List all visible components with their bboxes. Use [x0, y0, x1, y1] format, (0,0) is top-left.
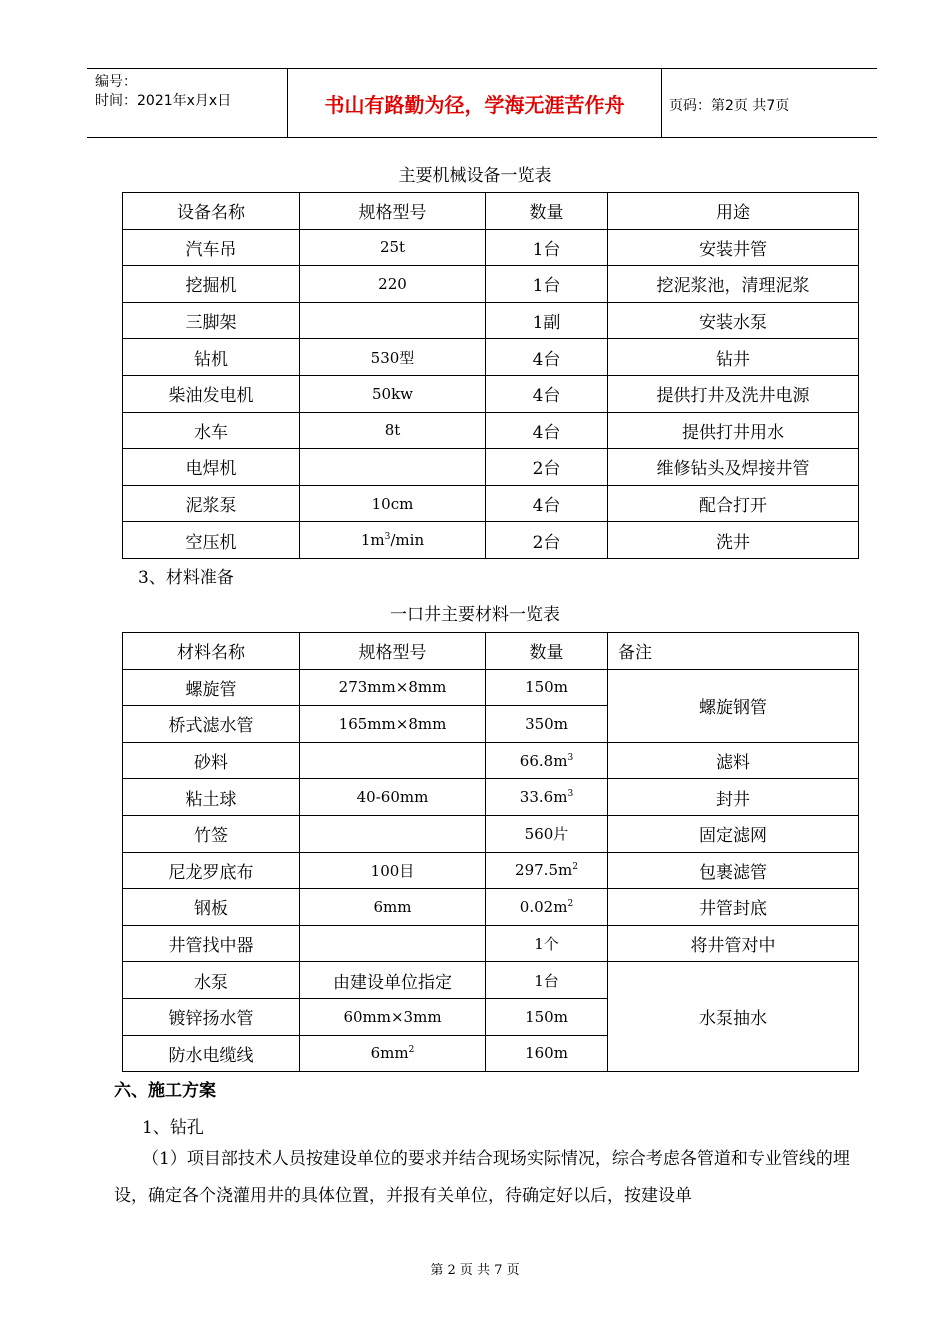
table-cell: $297.5m^2$ — [486, 852, 608, 889]
table-cell: 350m — [486, 706, 608, 743]
header-code: 编号： — [95, 74, 137, 90]
table-cell: 电焊机 — [123, 449, 300, 486]
header-divider — [661, 69, 662, 137]
table-cell — [300, 302, 486, 339]
materials-table — [122, 632, 859, 1072]
table-cell: 2台 — [486, 522, 608, 559]
table1-caption: 主要机械设备一览表 — [398, 166, 552, 186]
table-cell: 4台 — [486, 375, 608, 412]
table-row — [123, 302, 859, 339]
table-cell — [300, 815, 486, 852]
table-cell: 1台 — [486, 962, 608, 999]
table-cell: 滤料 — [608, 742, 859, 779]
table-cell: 273mm×8mm — [300, 669, 486, 706]
table-cell: 25t — [300, 229, 486, 266]
table-row — [123, 779, 859, 816]
table-row — [123, 266, 859, 303]
table-cell: 水泵抽水 — [608, 962, 859, 1072]
table-cell: 220 — [300, 266, 486, 303]
table-cell: 1个 — [486, 925, 608, 962]
table-row — [123, 962, 859, 999]
column-header: 设备名称 — [123, 193, 300, 230]
table-cell: 粘土球 — [123, 779, 300, 816]
table-cell: $6mm^2$ — [300, 1035, 486, 1072]
table-row — [123, 815, 859, 852]
column-header: 材料名称 — [123, 633, 300, 670]
table-cell: 4台 — [486, 339, 608, 376]
table-cell: 2台 — [486, 449, 608, 486]
table-cell: 钻机 — [123, 339, 300, 376]
body-paragraph: （1）项目部技术人员按建设单位的要求并结合现场实际情况，综合考虑各管道和专业管线的埋设，确定各个浇灌用井的具体位置，并报有关单位，待确定好以后，按建设单 — [114, 1149, 850, 1206]
table-cell: 1台 — [486, 266, 608, 303]
table-header-row — [123, 193, 859, 230]
table-cell: 汽车吊 — [123, 229, 300, 266]
header-meta — [95, 73, 231, 111]
table-cell: 8t — [300, 412, 486, 449]
column-header: 数量 — [486, 633, 608, 670]
table-cell: 安装水泵 — [608, 302, 859, 339]
table-row — [123, 669, 859, 706]
table-cell: 包裹滤管 — [608, 852, 859, 889]
table-cell: 560片 — [486, 815, 608, 852]
table-row — [123, 229, 859, 266]
table-cell: 150m — [486, 669, 608, 706]
table2-caption: 一口井主要材料一览表 — [390, 605, 560, 625]
table-cell: 固定滤网 — [608, 815, 859, 852]
table-row — [123, 742, 859, 779]
table-cell: 桥式滤水管 — [123, 706, 300, 743]
column-header: 数量 — [486, 193, 608, 230]
table-row — [123, 449, 859, 486]
table-cell: 挖掘机 — [123, 266, 300, 303]
table-row — [123, 485, 859, 522]
subsection-title: 1、钻孔 — [142, 1118, 204, 1138]
table-cell: 1副 — [486, 302, 608, 339]
table-cell: 提供打井用水 — [608, 412, 859, 449]
table-cell: $0.02m^2$ — [486, 889, 608, 926]
table-cell: 165mm×8mm — [300, 706, 486, 743]
table-cell: 配合打开 — [608, 485, 859, 522]
column-header: 规格型号 — [300, 633, 486, 670]
table-cell: 将井管对中 — [608, 925, 859, 962]
table-cell: 竹签 — [123, 815, 300, 852]
table-cell: 水泵 — [123, 962, 300, 999]
table-cell: 1台 — [486, 229, 608, 266]
section-3-title: 3、材料准备 — [138, 568, 234, 588]
table-cell — [300, 925, 486, 962]
table-cell: 100目 — [300, 852, 486, 889]
table-row — [123, 412, 859, 449]
table-row — [123, 889, 859, 926]
page-footer: 第 2 页 共 7 页 — [430, 1263, 520, 1278]
table-cell: 尼龙罗底布 — [123, 852, 300, 889]
column-header: 规格型号 — [300, 193, 486, 230]
table-cell: 螺旋管 — [123, 669, 300, 706]
table-cell: 防水电缆线 — [123, 1035, 300, 1072]
page-header — [87, 68, 877, 138]
table-cell: 洗井 — [608, 522, 859, 559]
table-cell: 柴油发电机 — [123, 375, 300, 412]
table-cell: 由建设单位指定 — [300, 962, 486, 999]
table-cell: 530型 — [300, 339, 486, 376]
table-cell: $1m^3/\min$ — [300, 522, 486, 559]
table-cell: 提供打井及洗井电源 — [608, 375, 859, 412]
table-cell: 螺旋钢管 — [608, 669, 859, 742]
table-cell: 160m — [486, 1035, 608, 1072]
table-cell: 安装井管 — [608, 229, 859, 266]
section-6-title: 六、施工方案 — [114, 1081, 216, 1101]
table-cell: 50kw — [300, 375, 486, 412]
header-motto: 书山有路勤为径，学海无涯苦作舟 — [324, 92, 625, 117]
table-row — [123, 852, 859, 889]
table-row — [123, 522, 859, 559]
column-header: 备注 — [608, 633, 859, 670]
table-cell: 封井 — [608, 779, 859, 816]
table-cell: 挖泥浆池，清理泥浆 — [608, 266, 859, 303]
table-cell: 钻井 — [608, 339, 859, 376]
column-header: 用途 — [608, 193, 859, 230]
table-cell: 井管封底 — [608, 889, 859, 926]
table-cell: 钢板 — [123, 889, 300, 926]
table-cell: 维修钻头及焊接井管 — [608, 449, 859, 486]
header-time: 时间：2021年x月x日 — [95, 93, 232, 109]
table-cell: 镀锌扬水管 — [123, 998, 300, 1035]
table-cell: 150m — [486, 998, 608, 1035]
table-header-row — [123, 633, 859, 670]
table-row — [123, 375, 859, 412]
table-cell: 三脚架 — [123, 302, 300, 339]
table-cell: 6mm — [300, 889, 486, 926]
table-cell: 水车 — [123, 412, 300, 449]
table-cell: 空压机 — [123, 522, 300, 559]
table-cell: 4台 — [486, 485, 608, 522]
table-cell: 60mm×3mm — [300, 998, 486, 1035]
table-cell: $66.8m^3$ — [486, 742, 608, 779]
table-cell: 10cm — [300, 485, 486, 522]
table-row — [123, 339, 859, 376]
table-cell: 4台 — [486, 412, 608, 449]
table-cell: 40-60mm — [300, 779, 486, 816]
table-cell — [300, 742, 486, 779]
table-row — [123, 925, 859, 962]
table-cell — [300, 449, 486, 486]
header-page-number: 页码：第2页 共7页 — [669, 98, 790, 114]
table-cell: 砂料 — [123, 742, 300, 779]
table-cell: 泥浆泵 — [123, 485, 300, 522]
equipment-table — [122, 192, 859, 559]
table-cell: 井管找中器 — [123, 925, 300, 962]
table-cell: $33.6m^3$ — [486, 779, 608, 816]
